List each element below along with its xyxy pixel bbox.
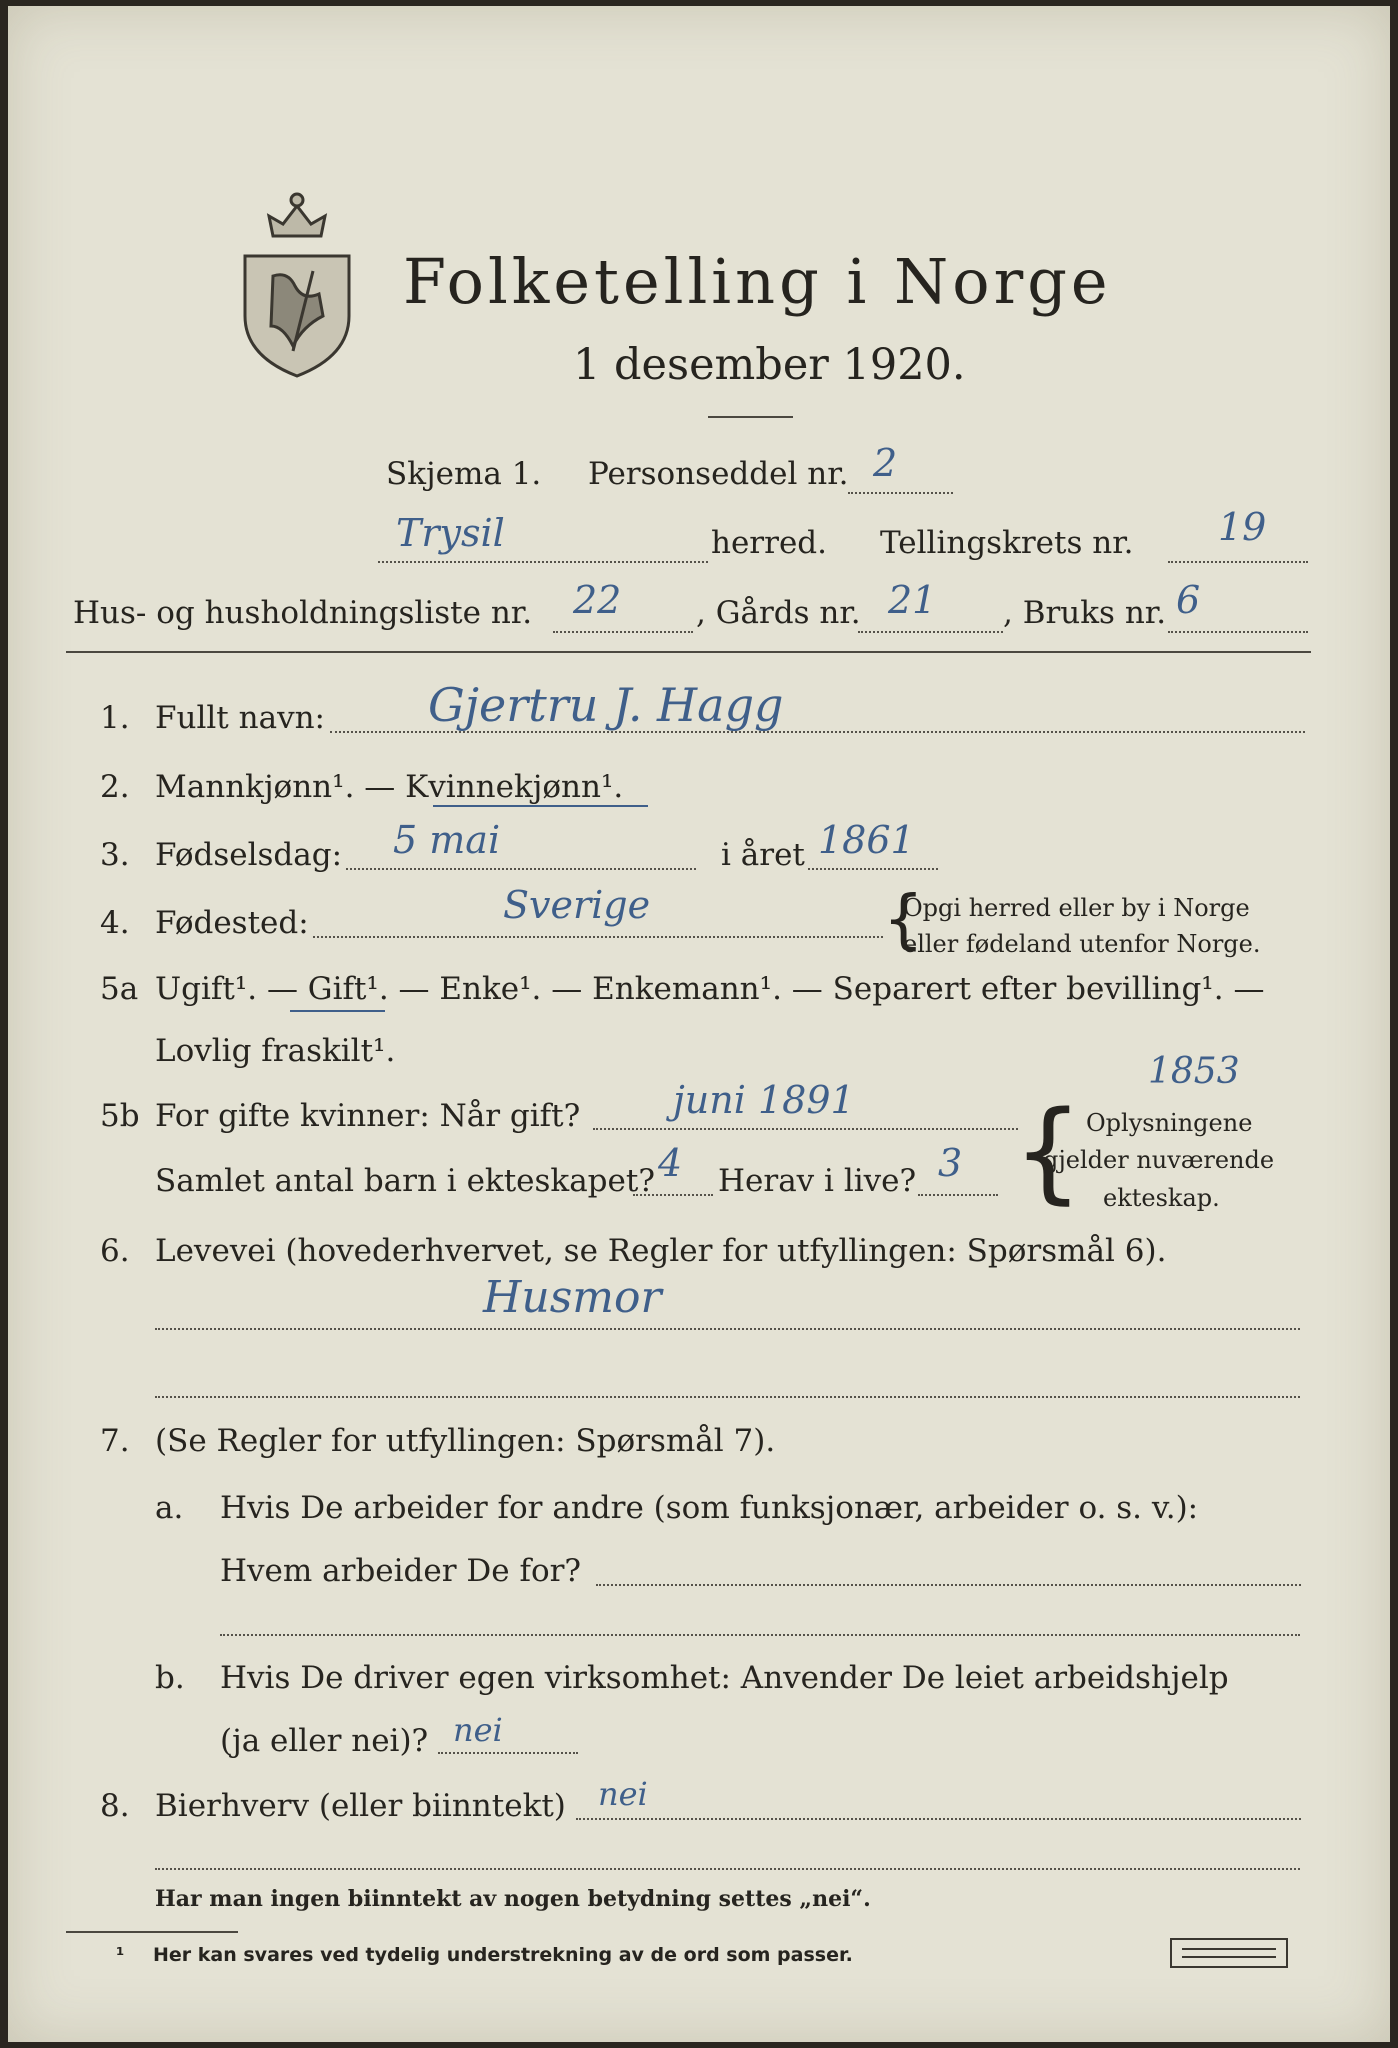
herred-line	[378, 561, 708, 563]
margin-note-value: 1853	[1148, 1051, 1240, 1092]
gards-line	[858, 631, 1003, 633]
birthday-value[interactable]: 5 mai	[393, 818, 501, 862]
hired-help-line	[438, 1752, 578, 1754]
marital-status-options[interactable]: Ugift¹. — Gift¹. — Enke¹. — Enkemann¹. — Separert efter bevilling¹. —	[155, 971, 1265, 1007]
children-label: Samlet antal barn i ekteskapet?	[155, 1163, 655, 1199]
birthplace-value[interactable]: Sverige	[503, 883, 651, 927]
q6-label: Levevei (hovederhvervet, se Regler for utfyllingen: Spørsmål 6).	[155, 1233, 1167, 1269]
note-brace: {	[883, 883, 924, 957]
q5a-label-2: Lovlig fraskilt¹.	[155, 1033, 396, 1069]
skjema-label: Skjema 1.	[386, 456, 542, 492]
footnote-text: Her kan svares ved tydelig understrekning av de ord som passer.	[153, 1944, 853, 1966]
footnote-mark: ¹	[116, 1944, 125, 1966]
q7a-letter: a.	[155, 1490, 184, 1526]
children-line	[633, 1194, 713, 1196]
note-brace-2: {	[1013, 1087, 1083, 1215]
tellingskrets-label: Tellingskrets nr.	[880, 525, 1134, 561]
q7b-letter: b.	[155, 1660, 185, 1696]
gards-label: , Gårds nr.	[696, 595, 861, 631]
printer-stamp-icon	[1170, 1938, 1288, 1968]
footer-note: Har man ingen biinntekt av nogen betydning settes „nei“.	[155, 1886, 871, 1912]
alive-value[interactable]: 3	[938, 1141, 963, 1185]
bruks-label: , Bruks nr.	[1003, 595, 1167, 631]
personseddel-line	[848, 492, 953, 494]
q5b-note-1: Oplysningene	[1086, 1109, 1253, 1137]
q4-label: Fødested:	[155, 905, 309, 941]
q4-note-2: eller fødeland utenfor Norge.	[903, 930, 1261, 958]
personseddel-label: Personseddel nr.	[588, 456, 849, 492]
married-date-line	[593, 1128, 1018, 1130]
birthday-line	[346, 868, 696, 870]
q3-year-label: i året	[721, 837, 805, 873]
header-divider	[66, 651, 1311, 653]
q4-number: 4.	[100, 905, 130, 941]
alive-line	[918, 1194, 998, 1196]
occupation-line-2	[155, 1396, 1300, 1398]
q1-number: 1.	[100, 700, 130, 736]
q1-label: Fullt navn:	[155, 700, 325, 736]
q5b-number: 5b	[100, 1098, 140, 1134]
herred-value[interactable]: Trysil	[396, 511, 505, 555]
norway-coat-of-arms-icon	[233, 176, 361, 381]
q7-number: 7.	[100, 1423, 130, 1459]
occupation-line-1	[155, 1328, 1300, 1330]
census-date: 1 desember 1920.	[573, 340, 966, 390]
personseddel-value[interactable]: 2	[873, 441, 898, 485]
birthyear-value[interactable]: 1861	[818, 818, 915, 862]
full-name-value[interactable]: Gjertru J. Hagg	[428, 678, 784, 732]
footnote-divider	[66, 1931, 238, 1933]
q8-number: 8.	[100, 1788, 130, 1824]
census-form	[8, 6, 1390, 2042]
birthplace-line	[313, 936, 883, 938]
birthyear-line	[808, 868, 938, 870]
married-date-value[interactable]: juni 1891	[673, 1078, 855, 1122]
q6-number: 6.	[100, 1233, 130, 1269]
hus-label: Hus- og husholdningsliste nr.	[73, 595, 533, 631]
q4-note-1: Opgi herred eller by i Norge	[903, 894, 1250, 922]
side-income-value[interactable]: nei	[598, 1775, 648, 1813]
children-value[interactable]: 4	[658, 1141, 683, 1185]
q3-label: Fødselsdag:	[155, 837, 343, 873]
q5b-note-2: gjelder nuværende	[1043, 1146, 1275, 1174]
employer-line-2	[220, 1634, 1300, 1636]
hus-value[interactable]: 22	[573, 578, 622, 622]
side-income-line-1	[576, 1818, 1301, 1820]
employer-line-1	[596, 1584, 1301, 1586]
gender-options[interactable]: Mannkjønn¹. — Kvinnekjønn¹.	[155, 769, 624, 805]
q7b-label: Hvis De driver egen virksomhet: Anvender De leiet arbeidshjelp	[220, 1660, 1229, 1696]
q7a-label-2: Hvem arbeider De for?	[220, 1553, 582, 1589]
q2-number: 2.	[100, 769, 130, 805]
bruks-line	[1168, 631, 1308, 633]
q8-label: Bierhverv (eller biinntekt)	[155, 1788, 566, 1824]
q5a-number: 5a	[100, 971, 139, 1007]
q7a-label: Hvis De arbeider for andre (som funksjonær, arbeider o. s. v.):	[220, 1490, 1199, 1526]
tellingskrets-line	[1168, 561, 1308, 563]
herred-label: herred.	[711, 525, 827, 561]
side-income-line-2	[155, 1868, 1300, 1870]
q5b-note-3: ekteskap.	[1103, 1184, 1220, 1212]
alive-label: Herav i live?	[718, 1163, 917, 1199]
q7-label: (Se Regler for utfyllingen: Spørsmål 7).	[155, 1423, 776, 1459]
form-title: Folketelling i Norge	[403, 245, 1112, 318]
gender-underline-mark	[433, 805, 648, 807]
q3-number: 3.	[100, 837, 130, 873]
hus-line	[553, 631, 693, 633]
gards-value[interactable]: 21	[888, 578, 937, 622]
marital-underline-mark	[290, 1010, 385, 1012]
q7b-label-2: (ja eller nei)?	[220, 1723, 429, 1759]
tellingskrets-value[interactable]: 19	[1218, 505, 1267, 549]
bruks-value[interactable]: 6	[1176, 578, 1201, 622]
hired-help-value[interactable]: nei	[453, 1711, 503, 1749]
occupation-value[interactable]: Husmor	[483, 1272, 662, 1323]
title-divider	[708, 416, 793, 418]
q5b-label: For gifte kvinner: Når gift?	[155, 1098, 581, 1134]
